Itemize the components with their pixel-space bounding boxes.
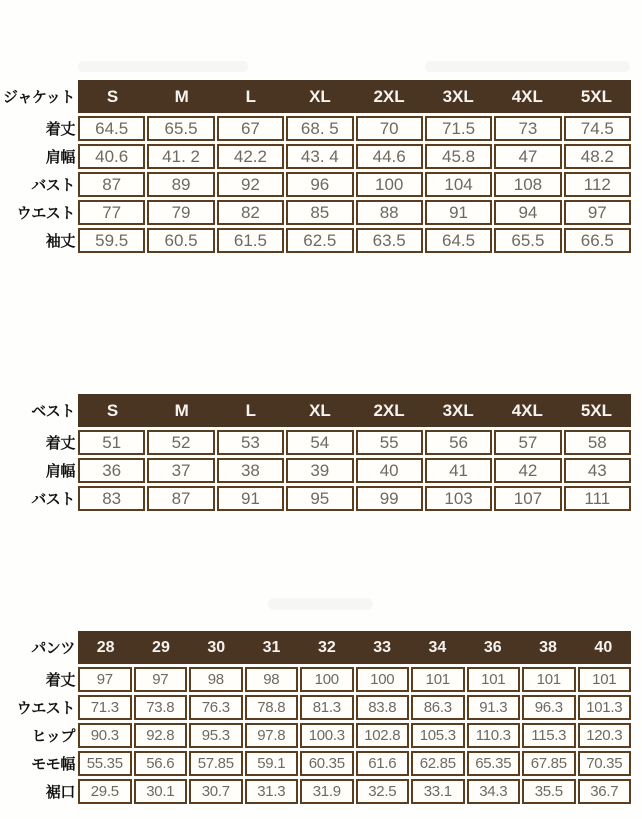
value-cell: 98	[189, 667, 243, 692]
table-row	[0, 116, 631, 141]
value-cell: 108	[494, 172, 561, 197]
size-header-bar	[78, 631, 631, 664]
value-cell: 70.35	[578, 751, 632, 776]
table-title: ジャケット	[3, 89, 75, 106]
value-cell: 90.3	[78, 723, 132, 748]
row-cells	[78, 695, 631, 720]
value-cell: 85	[286, 200, 353, 225]
value-cell: 53	[217, 430, 284, 455]
size-column-header: 31	[262, 638, 281, 656]
value-cell: 95.3	[189, 723, 243, 748]
value-cell: 62.85	[411, 751, 465, 776]
table-header-row	[0, 631, 631, 664]
value-cell: 65.5	[494, 228, 561, 253]
value-cell: 83.8	[356, 695, 410, 720]
value-cell: 55.35	[78, 751, 132, 776]
value-cell: 60.35	[300, 751, 354, 776]
row-cells	[78, 751, 631, 776]
table-row	[0, 751, 631, 776]
value-cell: 36	[78, 458, 145, 483]
value-cell: 87	[78, 172, 145, 197]
value-cell: 101	[522, 667, 576, 692]
value-cell: 101	[467, 667, 521, 692]
value-cell: 96.3	[522, 695, 576, 720]
table-row	[0, 430, 631, 455]
row-cells	[78, 144, 631, 169]
value-cell: 37	[147, 458, 214, 483]
value-cell: 95	[286, 486, 353, 511]
value-cell: 29.5	[78, 779, 132, 804]
value-cell: 30.7	[189, 779, 243, 804]
value-cell: 33.1	[411, 779, 465, 804]
row-label: 裾口	[45, 784, 75, 801]
row-label: ウエスト	[16, 205, 75, 222]
value-cell: 110.3	[467, 723, 521, 748]
row-label: ヒップ	[31, 728, 75, 745]
value-cell: 87	[147, 486, 214, 511]
value-cell: 91	[425, 200, 492, 225]
size-column-header: M	[174, 86, 189, 106]
value-cell: 101	[578, 667, 632, 692]
value-cell: 120.3	[578, 723, 632, 748]
value-cell: 65.5	[147, 116, 214, 141]
size-column-header: 40	[594, 638, 613, 656]
value-cell: 35.5	[522, 779, 576, 804]
value-cell: 44.6	[356, 144, 423, 169]
value-cell: 96	[286, 172, 353, 197]
row-cells	[78, 667, 631, 692]
value-cell: 43. 4	[286, 144, 353, 169]
table-row	[0, 228, 631, 253]
value-cell: 77	[78, 200, 145, 225]
value-cell: 39	[286, 458, 353, 483]
row-cells	[78, 172, 631, 197]
size-column-header: 2XL	[373, 400, 405, 420]
row-cells	[78, 486, 631, 511]
value-cell: 100	[356, 667, 410, 692]
value-cell: 67	[217, 116, 284, 141]
value-cell: 36.7	[578, 779, 632, 804]
row-cells	[78, 228, 631, 253]
value-cell: 66.5	[564, 228, 631, 253]
value-cell: 99	[356, 486, 423, 511]
value-cell: 74.5	[564, 116, 631, 141]
size-column-header: 3XL	[442, 400, 474, 420]
value-cell: 83	[78, 486, 145, 511]
size-column-header: S	[106, 86, 119, 106]
table-row	[0, 144, 631, 169]
value-cell: 42.2	[217, 144, 284, 169]
value-cell: 31.3	[245, 779, 299, 804]
value-cell: 104	[425, 172, 492, 197]
value-cell: 92	[217, 172, 284, 197]
value-cell: 101	[411, 667, 465, 692]
value-cell: 101.3	[578, 695, 632, 720]
value-cell: 60.5	[147, 228, 214, 253]
size-column-header: M	[174, 400, 189, 420]
value-cell: 38	[217, 458, 284, 483]
value-cell: 88	[356, 200, 423, 225]
row-label: 着丈	[45, 672, 75, 689]
table-header-row	[0, 394, 631, 427]
pants-size-table	[0, 631, 631, 804]
table-row	[0, 779, 631, 804]
size-column-header: 29	[152, 638, 170, 656]
row-label: 着丈	[45, 121, 75, 138]
row-label: 肩幅	[45, 149, 75, 166]
value-cell: 97	[134, 667, 188, 692]
value-cell: 51	[78, 430, 145, 455]
value-cell: 76.3	[189, 695, 243, 720]
value-cell: 64.5	[425, 228, 492, 253]
size-column-header: 2XL	[373, 86, 405, 106]
row-cells	[78, 200, 631, 225]
size-column-header: 30	[207, 638, 226, 656]
table-title: ベスト	[31, 403, 75, 420]
size-header-bar	[78, 80, 631, 113]
value-cell: 56.6	[134, 751, 188, 776]
value-cell: 112	[564, 172, 631, 197]
row-label: 肩幅	[45, 463, 75, 480]
jacket-size-table	[0, 80, 631, 253]
table-header-row	[0, 80, 631, 113]
row-cells	[78, 723, 631, 748]
value-cell: 40	[356, 458, 423, 483]
table-row	[0, 458, 631, 483]
size-header-bar	[78, 394, 631, 427]
value-cell: 78.8	[245, 695, 299, 720]
table-row	[0, 723, 631, 748]
value-cell: 57	[494, 430, 561, 455]
value-cell: 34.3	[467, 779, 521, 804]
value-cell: 107	[494, 486, 561, 511]
value-cell: 115.3	[522, 723, 576, 748]
size-column-header: 5XL	[580, 86, 613, 106]
value-cell: 91.3	[467, 695, 521, 720]
row-label: バスト	[31, 177, 75, 194]
value-cell: 70	[356, 116, 423, 141]
value-cell: 61.5	[217, 228, 284, 253]
value-cell: 111	[564, 486, 631, 511]
value-cell: 71.3	[78, 695, 132, 720]
size-column-header: XL	[309, 86, 331, 106]
value-cell: 73	[494, 116, 561, 141]
row-label: バスト	[31, 491, 75, 508]
value-cell: 31.9	[300, 779, 354, 804]
value-cell: 62.5	[286, 228, 353, 253]
value-cell: 73.8	[134, 695, 188, 720]
row-cells	[78, 116, 631, 141]
value-cell: 100	[356, 172, 423, 197]
row-cells	[78, 458, 631, 483]
size-column-header: 32	[317, 638, 336, 656]
value-cell: 97	[564, 200, 631, 225]
value-cell: 92.8	[134, 723, 188, 748]
value-cell: 71.5	[425, 116, 492, 141]
value-cell: 100.3	[300, 723, 354, 748]
value-cell: 105.3	[411, 723, 465, 748]
value-cell: 97	[78, 667, 132, 692]
value-cell: 47	[494, 144, 561, 169]
value-cell: 103	[425, 486, 492, 511]
faint-watermark	[425, 61, 630, 72]
row-label: 袖丈	[45, 233, 75, 250]
table-row	[0, 695, 631, 720]
value-cell: 68. 5	[286, 116, 353, 141]
value-cell: 59.5	[78, 228, 145, 253]
size-column-header: 3XL	[442, 86, 474, 106]
value-cell: 94	[494, 200, 561, 225]
value-cell: 40.6	[78, 144, 145, 169]
value-cell: 56	[425, 430, 492, 455]
value-cell: 55	[356, 430, 423, 455]
value-cell: 89	[147, 172, 214, 197]
value-cell: 57.85	[189, 751, 243, 776]
size-column-header: 38	[539, 638, 557, 656]
value-cell: 63.5	[356, 228, 423, 253]
value-cell: 86.3	[411, 695, 465, 720]
faint-watermark	[78, 61, 248, 72]
value-cell: 61.6	[356, 751, 410, 776]
value-cell: 59.1	[245, 751, 299, 776]
row-label: ウエスト	[16, 700, 75, 717]
value-cell: 64.5	[78, 116, 145, 141]
value-cell: 41	[425, 458, 492, 483]
size-column-header: 4XL	[511, 400, 543, 420]
value-cell: 45.8	[425, 144, 492, 169]
vest-size-table	[0, 394, 631, 511]
value-cell: 54	[286, 430, 353, 455]
value-cell: 79	[147, 200, 214, 225]
size-column-header: 5XL	[580, 400, 613, 420]
row-cells	[78, 779, 631, 804]
table-title: パンツ	[31, 640, 75, 657]
value-cell: 102.8	[356, 723, 410, 748]
value-cell: 58	[564, 430, 631, 455]
value-cell: 52	[147, 430, 214, 455]
value-cell: 65.35	[467, 751, 521, 776]
size-column-header: 4XL	[511, 86, 543, 106]
size-column-header: L	[245, 400, 256, 420]
value-cell: 67.85	[522, 751, 576, 776]
row-label: モモ幅	[31, 756, 75, 773]
table-row	[0, 667, 631, 692]
size-column-header: 28	[96, 638, 115, 656]
table-row	[0, 172, 631, 197]
faint-watermark	[268, 598, 373, 610]
value-cell: 41. 2	[147, 144, 214, 169]
value-cell: 97.8	[245, 723, 299, 748]
size-column-header: XL	[309, 400, 331, 420]
value-cell: 81.3	[300, 695, 354, 720]
size-column-header: 34	[428, 638, 447, 656]
size-column-header: S	[106, 400, 119, 420]
value-cell: 30.1	[134, 779, 188, 804]
size-column-header: 36	[483, 638, 502, 656]
value-cell: 100	[300, 667, 354, 692]
table-row	[0, 200, 631, 225]
value-cell: 32.5	[356, 779, 410, 804]
size-column-header: L	[245, 86, 256, 106]
value-cell: 98	[245, 667, 299, 692]
value-cell: 91	[217, 486, 284, 511]
value-cell: 48.2	[564, 144, 631, 169]
row-label: 着丈	[45, 435, 75, 452]
row-cells	[78, 430, 631, 455]
table-row	[0, 486, 631, 511]
size-column-header: 33	[373, 638, 392, 656]
value-cell: 43	[564, 458, 631, 483]
value-cell: 82	[217, 200, 284, 225]
value-cell: 42	[494, 458, 561, 483]
